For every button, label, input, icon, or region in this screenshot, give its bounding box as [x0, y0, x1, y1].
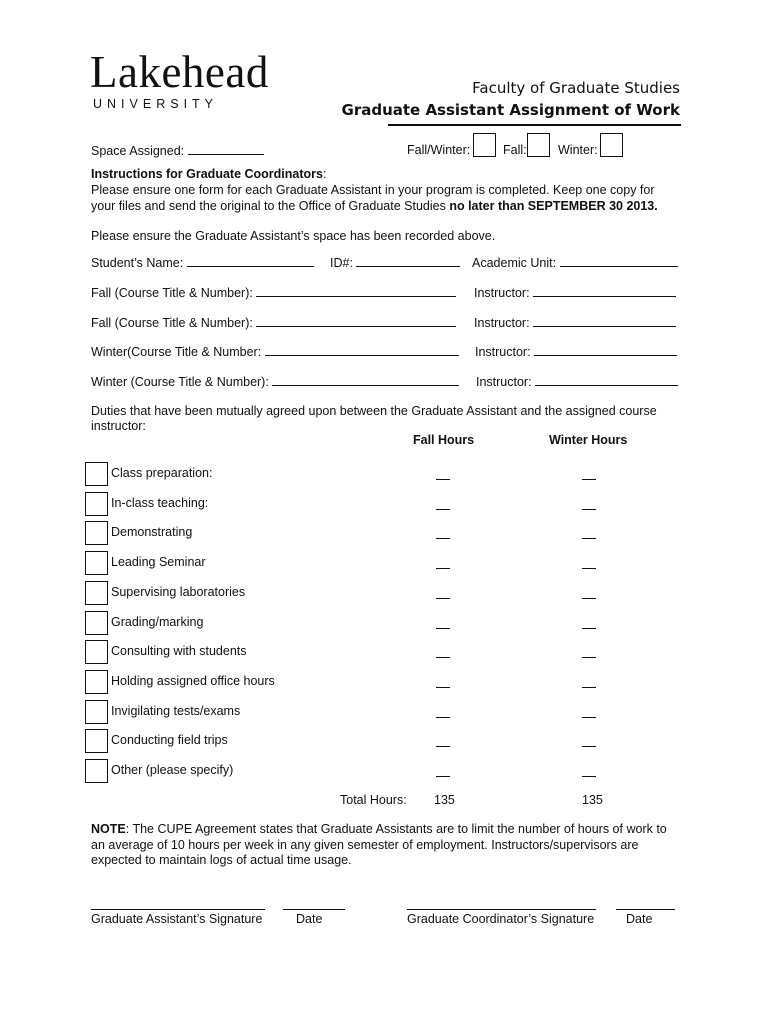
winter-hours-blank[interactable] — [582, 597, 596, 599]
winter-hours-blank[interactable] — [582, 686, 596, 688]
gc-date-label: Date — [626, 912, 653, 926]
note-line3: expected to maintain logs of actual time usage. — [91, 853, 352, 867]
instructions-line2 — [91, 199, 658, 213]
instructor3-line[interactable] — [534, 344, 677, 356]
academic-unit-label: Academic Unit: — [472, 256, 557, 270]
instructor4-line[interactable] — [535, 374, 678, 386]
total-fall-hours: 135 — [434, 793, 455, 807]
instructor1-label: Instructor: — [474, 286, 530, 300]
student-name-field[interactable] — [91, 255, 314, 270]
instructor4-field[interactable] — [476, 374, 678, 389]
student-name-label: Student’s Name: — [91, 256, 184, 270]
fall-hours-blank[interactable] — [436, 686, 450, 688]
fall-hours-blank[interactable] — [436, 537, 450, 539]
winter-hours-blank[interactable] — [582, 745, 596, 747]
fall-hours-blank[interactable] — [436, 745, 450, 747]
fall-hours-blank[interactable] — [436, 597, 450, 599]
course3-field[interactable] — [91, 344, 459, 359]
duty-label: Consulting with students — [111, 644, 247, 658]
note-line2: an average of 10 hours per week in any given semester of employment. Instructors/supervisors are — [91, 838, 639, 852]
academic-unit-line[interactable] — [560, 255, 678, 267]
winter-hours-blank[interactable] — [582, 656, 596, 658]
duty-label: Class preparation: — [111, 466, 213, 480]
fall-hours-blank[interactable] — [436, 508, 450, 510]
duties-intro-line2: instructor: — [91, 419, 146, 433]
duties-intro-line1: Duties that have been mutually agreed upon between the Graduate Assistant and the assigned course — [91, 404, 657, 418]
duty-checkbox[interactable] — [85, 551, 108, 575]
ga-date-line[interactable] — [283, 909, 345, 911]
instructor3-label: Instructor: — [475, 345, 531, 359]
fall-hours-blank[interactable] — [436, 567, 450, 569]
note-label: NOTE — [91, 822, 126, 836]
gc-signature-line[interactable] — [407, 909, 596, 911]
fall-hours-blank[interactable] — [436, 627, 450, 629]
duty-label: Leading Seminar — [111, 555, 206, 569]
university-logo: Lakehead — [90, 47, 269, 97]
duty-label: In-class teaching: — [111, 496, 209, 510]
fall-winter-label: Fall/Winter: — [407, 143, 471, 157]
instructions-heading-text: Instructions for Graduate Coordinators — [91, 167, 323, 181]
academic-unit-field[interactable] — [472, 255, 678, 270]
winter-hours-blank[interactable] — [582, 567, 596, 569]
instructor1-line[interactable] — [533, 285, 676, 297]
gc-signature-label: Graduate Coordinator’s Signature — [407, 912, 595, 926]
winter-label: Winter: — [558, 143, 598, 157]
total-winter-hours: 135 — [582, 793, 603, 807]
course4-label: Winter (Course Title & Number): — [91, 375, 269, 389]
note-text1: : The CUPE Agreement states that Graduate Assistants are to limit the number of hours of work to — [125, 822, 667, 836]
winter-hours-heading: Winter Hours — [549, 433, 628, 447]
course3-line[interactable] — [265, 344, 459, 356]
duty-checkbox[interactable] — [85, 640, 108, 664]
instructions-line3: Please ensure the Graduate Assistant’s space has been recorded above. — [91, 229, 496, 243]
instructions-heading-colon: : — [322, 167, 327, 181]
deadline-text: no later than SEPTEMBER 30 2013. — [449, 199, 658, 213]
course1-line[interactable] — [256, 285, 456, 297]
duty-checkbox[interactable] — [85, 462, 108, 486]
id-field[interactable] — [330, 255, 460, 270]
instructions-heading — [91, 167, 326, 181]
space-assigned-label: Space Assigned: — [91, 144, 185, 158]
duty-label: Supervising laboratories — [111, 585, 246, 599]
duty-label: Invigilating tests/exams — [111, 704, 241, 718]
course1-label: Fall (Course Title & Number): — [91, 286, 253, 300]
duty-label: Conducting field trips — [111, 733, 228, 747]
instructor4-label: Instructor: — [476, 375, 532, 389]
duty-label: Grading/marking — [111, 615, 204, 629]
fall-hours-blank[interactable] — [436, 775, 450, 777]
instructor3-field[interactable] — [475, 344, 677, 359]
course2-line[interactable] — [256, 315, 456, 327]
course2-label: Fall (Course Title & Number): — [91, 316, 253, 330]
duty-checkbox[interactable] — [85, 759, 108, 783]
duty-checkbox[interactable] — [85, 581, 108, 605]
instructions-line1: Please ensure one form for each Graduate Assistant in your program is completed. Keep one copy for — [91, 183, 655, 197]
instructor2-field[interactable] — [474, 315, 676, 330]
winter-hours-blank[interactable] — [582, 716, 596, 718]
ga-signature-label: Graduate Assistant’s Signature — [91, 912, 263, 926]
instructor2-label: Instructor: — [474, 316, 530, 330]
id-line[interactable] — [356, 255, 460, 267]
course3-label: Winter(Course Title & Number: — [91, 345, 262, 359]
university-logo-sub: UNIVERSITY — [93, 97, 219, 111]
course4-line[interactable] — [272, 374, 459, 386]
space-assigned-field[interactable] — [91, 143, 264, 158]
course1-field[interactable] — [91, 285, 456, 300]
winter-hours-blank[interactable] — [582, 508, 596, 510]
course2-field[interactable] — [91, 315, 456, 330]
fall-hours-blank[interactable] — [436, 716, 450, 718]
fall-checkbox[interactable] — [527, 133, 550, 157]
fall-winter-checkbox[interactable] — [473, 133, 496, 157]
duty-label: Holding assigned office hours — [111, 674, 275, 688]
winter-hours-blank[interactable] — [582, 775, 596, 777]
duty-label: Demonstrating — [111, 525, 193, 539]
winter-hours-blank[interactable] — [582, 537, 596, 539]
winter-checkbox[interactable] — [600, 133, 623, 157]
ga-signature-line[interactable] — [91, 909, 265, 911]
id-label: ID#: — [330, 256, 353, 270]
winter-hours-blank[interactable] — [582, 627, 596, 629]
space-assigned-line[interactable] — [188, 143, 264, 155]
course4-field[interactable] — [91, 374, 459, 389]
student-name-line[interactable] — [187, 255, 314, 267]
instructor1-field[interactable] — [474, 285, 676, 300]
gc-date-line[interactable] — [616, 909, 675, 911]
duty-checkbox[interactable] — [85, 521, 108, 545]
instructor2-line[interactable] — [533, 315, 676, 327]
form-title: Graduate Assistant Assignment of Work — [341, 101, 680, 119]
fall-hours-blank[interactable] — [436, 656, 450, 658]
title-rule — [388, 124, 681, 126]
duty-label: Other (please specify) — [111, 763, 234, 777]
fall-label: Fall: — [503, 143, 527, 157]
note-line1 — [91, 822, 667, 836]
duty-checkbox[interactable] — [85, 670, 108, 694]
duty-checkbox[interactable] — [85, 611, 108, 635]
faculty-name: Faculty of Graduate Studies — [472, 79, 680, 97]
winter-hours-blank[interactable] — [582, 478, 596, 480]
duty-checkbox[interactable] — [85, 729, 108, 753]
total-hours-label: Total Hours: — [340, 793, 407, 807]
fall-hours-blank[interactable] — [436, 478, 450, 480]
duty-checkbox[interactable] — [85, 700, 108, 724]
instructions-line2-text: your files and send the original to the Office of Graduate Studies — [91, 199, 450, 213]
ga-date-label: Date — [296, 912, 323, 926]
fall-hours-heading: Fall Hours — [413, 433, 475, 447]
duty-checkbox[interactable] — [85, 492, 108, 516]
